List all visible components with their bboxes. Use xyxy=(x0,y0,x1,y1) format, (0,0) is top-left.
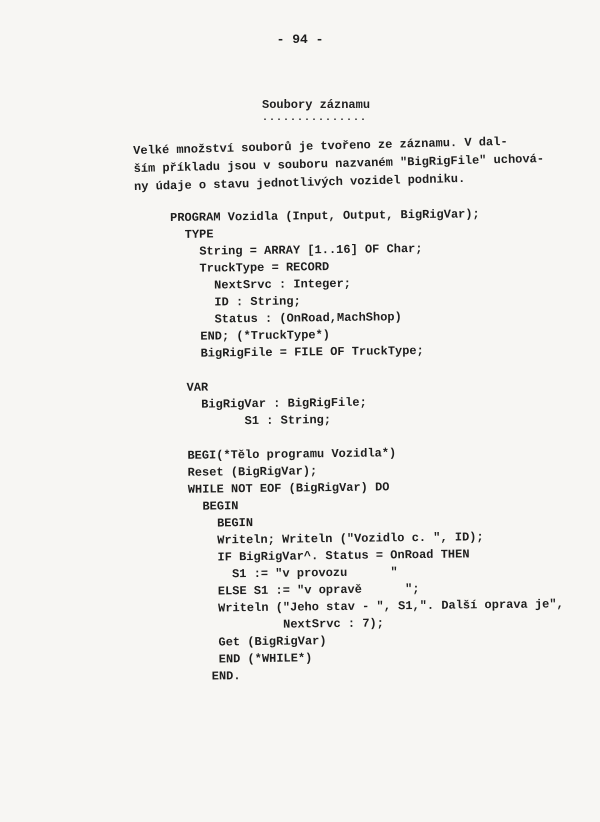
code-line: END; (*TruckType*) xyxy=(171,328,331,344)
code-line: TruckType = RECORD xyxy=(170,260,330,276)
intro-line: ny údaje o stavu jednotlivých vozidel podniku. xyxy=(133,171,466,194)
code-line: IF BigRigVar^. Status = OnRoad THEN xyxy=(174,547,470,565)
code-line: BEGIN xyxy=(173,499,239,514)
code-line: BEGIN xyxy=(173,516,254,531)
code-line: TYPE xyxy=(170,227,214,242)
code-line: END (*WHILE*) xyxy=(175,651,313,667)
code-line: BigRigVar : BigRigFile; xyxy=(172,395,367,412)
code-line: Writeln; Writeln ("Vozidlo c. ", ID); xyxy=(173,530,484,548)
code-line: BigRigFile = FILE OF TruckType; xyxy=(171,343,424,361)
code-line: Reset (BigRigVar); xyxy=(173,464,318,480)
code-line: PROGRAM Vozidla (Input, Output, BigRigVar); xyxy=(170,207,480,225)
intro-line: Velké množství souborů je tvořeno ze záznamu. V dal- xyxy=(133,134,508,158)
code-line: WHILE NOT EOF (BigRigVar) DO xyxy=(173,480,390,497)
code-line: ELSE S1 := "v opravě "; xyxy=(174,581,420,599)
code-line: String = ARRAY [1..16] OF Char; xyxy=(170,241,423,259)
intro-paragraph xyxy=(133,132,554,196)
section-heading: Soubory záznamu xyxy=(262,98,371,112)
code-line: VAR xyxy=(172,380,209,395)
code-line: Status : (OnRoad,MachShop) xyxy=(171,310,402,327)
code-line: S1 : String; xyxy=(172,413,332,429)
intro-line: ším příkladu jsou v souboru nazvaném "BigRigFile" uchová- xyxy=(133,151,545,176)
code-listing xyxy=(170,205,565,686)
page-number: - 94 - xyxy=(276,32,324,47)
code-line: BEGI(*Tělo programu Vozidla*) xyxy=(172,446,397,463)
code-line: END. xyxy=(175,669,241,684)
code-line: NextSrvc : 7); xyxy=(174,616,384,633)
code-line: S1 := "v provozu " xyxy=(174,565,398,582)
code-line: Writeln ("Jeho stav - ", S1,". Další oprava je", xyxy=(174,597,564,616)
code-line: Get (BigRigVar) xyxy=(175,634,327,650)
heading-underline: ............... xyxy=(262,113,368,124)
code-line: ID : String; xyxy=(171,294,301,310)
code-line: NextSrvc : Integer; xyxy=(170,276,352,293)
